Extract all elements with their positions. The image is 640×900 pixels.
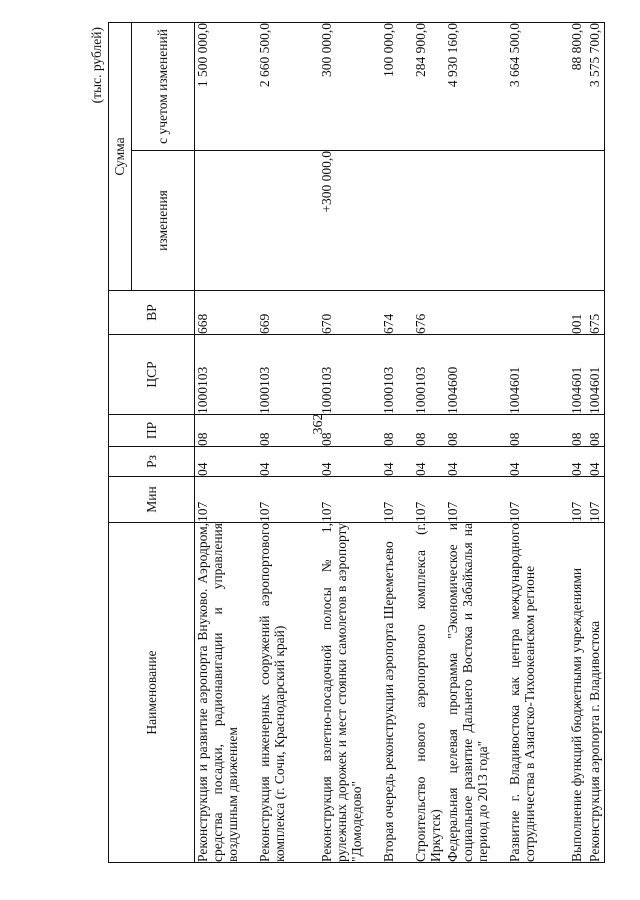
header-name: Наименование	[109, 523, 195, 863]
row-csr: 1000103	[195, 335, 257, 415]
row-vr: 001	[569, 291, 587, 335]
row-with-changes: 3 664 500,0	[507, 22, 569, 150]
row-changes	[569, 151, 587, 291]
row-vr: 669	[257, 291, 319, 335]
row-rz: 04	[257, 447, 319, 477]
row-name: Реконструкция инженерных сооружений аэропортового комплекса (г. Сочи, Краснодарский край)	[257, 523, 319, 863]
row-min: 107	[257, 477, 319, 523]
units-note: (тыс. рублей)	[89, 27, 104, 104]
row-vr: 676	[413, 291, 445, 335]
row-vr: 670	[319, 291, 381, 335]
table-row	[445, 22, 507, 862]
table-row	[413, 22, 445, 862]
row-vr: 668	[195, 291, 257, 335]
row-pr: 08	[507, 415, 569, 447]
row-pr: 08	[381, 415, 413, 447]
row-min: 107	[587, 477, 605, 523]
row-with-changes: 1 500 000,0	[195, 22, 257, 150]
row-rz: 04	[507, 447, 569, 477]
row-csr: 1000103	[381, 335, 413, 415]
row-rz: 04	[413, 447, 445, 477]
row-rz: 04	[319, 447, 381, 477]
header-vr: ВР	[109, 291, 195, 335]
row-changes	[381, 151, 413, 291]
row-changes	[507, 151, 569, 291]
row-csr: 1004601	[587, 335, 605, 415]
row-name: Строительство нового аэропортового комплекса (г. Иркутск)	[412, 523, 443, 862]
row-name: Вторая очередь реконструкции аэропорта Шереметьево	[381, 523, 413, 863]
row-changes	[195, 151, 257, 291]
row-name: Реконструкция и развитие аэропорта Внуково. Аэродром, средства посадки, радионавигации и управления воздушным движением	[195, 523, 257, 863]
row-name: Федеральная целевая программа "Экономическое и социальное развитие Дальнего Востока и Забайкалья на период до 2013 года"	[445, 523, 507, 863]
page-number: 362	[311, 413, 326, 435]
row-rz: 04	[195, 447, 257, 477]
table-row	[381, 22, 413, 862]
row-changes	[445, 151, 507, 291]
table-row	[507, 22, 569, 862]
row-csr: 1004600	[445, 335, 507, 415]
budget-table	[108, 22, 605, 863]
row-with-changes: 3 575 700,0	[587, 22, 605, 150]
rotated-page-content	[86, 22, 602, 863]
header-row	[109, 22, 132, 862]
row-rz: 04	[569, 447, 587, 477]
row-csr: 1000103	[257, 335, 319, 415]
table-row	[319, 22, 381, 862]
row-min: 107	[195, 477, 257, 523]
row-csr: 1000103	[413, 335, 445, 415]
row-rz: 04	[381, 447, 413, 477]
header-with-changes: с учетом изменений	[132, 22, 195, 150]
header-rz: Рз	[109, 447, 195, 477]
row-changes	[413, 151, 445, 291]
table-row	[587, 22, 605, 862]
header-sum: Сумма	[109, 22, 132, 290]
row-min: 107	[445, 477, 507, 523]
row-pr: 08	[257, 415, 319, 447]
row-csr: 1004601	[507, 335, 569, 415]
row-changes	[257, 151, 319, 291]
row-pr: 08	[195, 415, 257, 447]
row-pr: 08	[413, 415, 445, 447]
table-row	[569, 22, 587, 862]
table-row	[257, 22, 319, 862]
row-vr: 675	[587, 291, 605, 335]
row-changes: +300 000,0	[319, 151, 381, 291]
row-name: Реконструкция взлетно-посадочной полосы № 1, рулежных дорожек и мест стоянки самолетов в аэропорту "Домодедово"	[319, 523, 381, 863]
row-min: 107	[507, 477, 569, 523]
row-vr	[445, 291, 507, 335]
row-min: 107	[569, 477, 587, 523]
row-min: 107	[319, 477, 381, 523]
header-changes: изменения	[132, 151, 195, 291]
row-csr: 1004601	[569, 335, 587, 415]
row-name: Реконструкция аэропорта г. Владивостока	[587, 523, 605, 863]
row-vr: 674	[381, 291, 413, 335]
header-min: Мин	[109, 477, 195, 523]
row-with-changes: 300 000,0	[319, 22, 381, 150]
row-pr: 08	[587, 415, 605, 447]
row-with-changes: 100 000,0	[381, 22, 413, 150]
header-pr: ПР	[109, 415, 195, 447]
table-body	[195, 22, 605, 862]
row-name: Выполнение функций бюджетными учреждениями	[569, 523, 587, 863]
row-min: 107	[381, 477, 413, 523]
row-rz: 04	[587, 447, 605, 477]
row-vr	[507, 291, 569, 335]
row-pr: 08	[319, 415, 381, 447]
row-rz: 04	[445, 447, 507, 477]
header-csr: ЦСР	[109, 335, 195, 415]
row-with-changes: 88 800,0	[569, 22, 587, 150]
row-name: Развитие г. Владивостока как центра международного сотрудничества в Азиатско-Тихоокеанском регионе	[507, 523, 569, 863]
row-min: 107	[413, 477, 445, 523]
row-pr: 08	[445, 415, 507, 447]
row-csr: 1000103	[319, 335, 381, 415]
row-changes	[587, 151, 605, 291]
row-with-changes: 4 930 160,0	[445, 22, 507, 150]
row-pr: 08	[569, 415, 587, 447]
table-row	[195, 22, 257, 862]
row-with-changes: 2 660 500,0	[257, 22, 319, 150]
row-with-changes: 284 900,0	[413, 22, 445, 150]
